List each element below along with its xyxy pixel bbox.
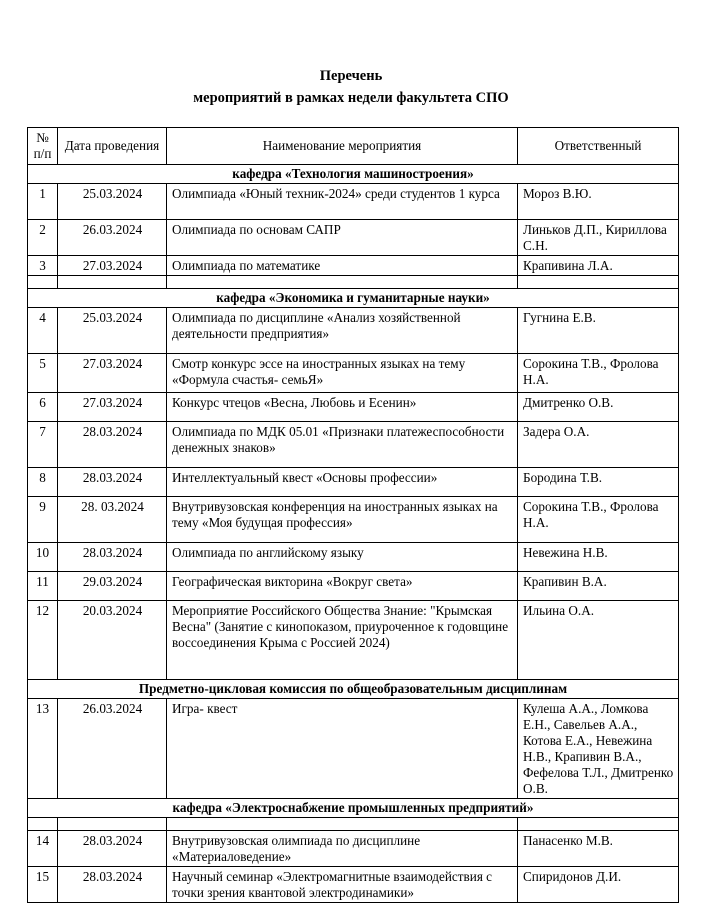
row-responsible: Ильина О.А. [518,601,679,680]
row-name: Игра- квест [167,699,518,799]
row-date: 28.03.2024 [58,831,167,867]
row-date: 27.03.2024 [58,393,167,422]
empty-cell [58,276,167,289]
row-name: Олимпиада по математике [167,256,518,276]
row-responsible: Сорокина Т.В., Фролова Н.А. [518,354,679,393]
empty-cell [518,276,679,289]
empty-cell [28,818,58,831]
row-date: 20.03.2024 [58,601,167,680]
row-responsible: Гугнина Е.В. [518,308,679,354]
section-row [28,289,679,308]
header-name: Наименование мероприятия [167,128,518,165]
row-name: Конкурс чтецов «Весна, Любовь и Есенин» [167,393,518,422]
table-row [28,543,679,572]
row-num: 5 [28,354,58,393]
row-num: 4 [28,308,58,354]
row-name: Олимпиада по основам САПР [167,220,518,256]
row-num: 7 [28,422,58,468]
document-subtitle: мероприятий в рамках недели факультета СПО [193,90,509,106]
row-name: Внутривузовская олимпиада по дисциплине «Материаловедение» [167,831,518,867]
table-row [28,831,679,867]
row-date: 28.03.2024 [58,543,167,572]
empty-cell [28,276,58,289]
table-row [28,468,679,497]
row-date: 28.03.2024 [58,422,167,468]
row-date: 25.03.2024 [58,308,167,354]
row-num: 11 [28,572,58,601]
empty-cell [167,818,518,831]
row-num: 15 [28,867,58,903]
row-name: Смотр конкурс эссе на иностранных языках на тему «Формула счастья- семьЯ» [167,354,518,393]
row-name: Научный семинар «Электромагнитные взаимодействия с точки зрения квантовой электродинамики» [167,867,518,903]
row-responsible: Спиридонов Д.И. [518,867,679,903]
table-row [28,256,679,276]
section-title: Предметно-цикловая комиссия по общеобразовательным дисциплинам [28,680,679,699]
header-num: № п/п [28,128,58,165]
row-name: Олимпиада по МДК 05.01 «Признаки платежеспособности денежных знаков» [167,422,518,468]
row-name: Внутривузовская конференция на иностранных языках на тему «Моя будущая профессия» [167,497,518,543]
row-responsible: Дмитренко О.В. [518,393,679,422]
table-row [28,220,679,256]
row-num: 3 [28,256,58,276]
section-row [28,165,679,184]
row-name: Мероприятие Российского Общества Знание: "Крымская Весна" (Занятие с кинопоказом, приуроченное к годовщине воссоединения Крыма с Россией 2024) [167,601,518,680]
empty-row [28,818,679,831]
row-num: 9 [28,497,58,543]
row-num: 14 [28,831,58,867]
row-responsible: Линьков Д.П., Кириллова С.Н. [518,220,679,256]
row-date: 28.03.2024 [58,468,167,497]
row-date: 29.03.2024 [58,572,167,601]
row-num: 6 [28,393,58,422]
table-header-row [28,128,679,165]
section-title: кафедра «Экономика и гуманитарные науки» [28,289,679,308]
row-responsible: Мороз В.Ю. [518,184,679,220]
row-num: 1 [28,184,58,220]
row-date: 25.03.2024 [58,184,167,220]
row-name: Географическая викторина «Вокруг света» [167,572,518,601]
table-row [28,393,679,422]
empty-cell [167,276,518,289]
row-responsible: Невежина Н.В. [518,543,679,572]
header-responsible: Ответственный [518,128,679,165]
row-name: Олимпиада «Юный техник-2024» среди студентов 1 курса [167,184,518,220]
row-date: 26.03.2024 [58,220,167,256]
row-responsible: Крапивина Л.А. [518,256,679,276]
table-row [28,184,679,220]
row-name: Олимпиада по дисциплине «Анализ хозяйственной деятельности предприятия» [167,308,518,354]
row-num: 12 [28,601,58,680]
table-row [28,699,679,799]
row-responsible: Бородина Т.В. [518,468,679,497]
row-responsible: Кулеша А.А., Ломкова Е.Н., Савельев А.А., Котова Е.А., Невежина Н.В., Крапивин В.А., Фефелова Т.Л., Дмитренко О.В. [518,699,679,799]
empty-cell [518,818,679,831]
empty-row [28,276,679,289]
table-row [28,867,679,903]
section-row [28,799,679,818]
events-table [27,127,679,903]
section-title: кафедра «Электроснабжение промышленных предприятий» [28,799,679,818]
row-num: 10 [28,543,58,572]
row-num: 2 [28,220,58,256]
row-num: 8 [28,468,58,497]
section-row [28,680,679,699]
table-row [28,354,679,393]
row-date: 26.03.2024 [58,699,167,799]
table-row [28,601,679,680]
row-date: 28. 03.2024 [58,497,167,543]
row-date: 28.03.2024 [58,867,167,903]
row-responsible: Сорокина Т.В., Фролова Н.А. [518,497,679,543]
table-row [28,497,679,543]
table-row [28,422,679,468]
row-responsible: Задера О.А. [518,422,679,468]
row-name: Олимпиада по английскому языку [167,543,518,572]
header-date: Дата проведения [58,128,167,165]
row-name: Интеллектуальный квест «Основы профессии» [167,468,518,497]
section-title: кафедра «Технология машиностроения» [28,165,679,184]
row-date: 27.03.2024 [58,256,167,276]
row-responsible: Панасенко М.В. [518,831,679,867]
table-row [28,308,679,354]
row-responsible: Крапивин В.А. [518,572,679,601]
row-date: 27.03.2024 [58,354,167,393]
row-num: 13 [28,699,58,799]
empty-cell [58,818,167,831]
document-title: Перечень [319,68,383,84]
table-row [28,572,679,601]
